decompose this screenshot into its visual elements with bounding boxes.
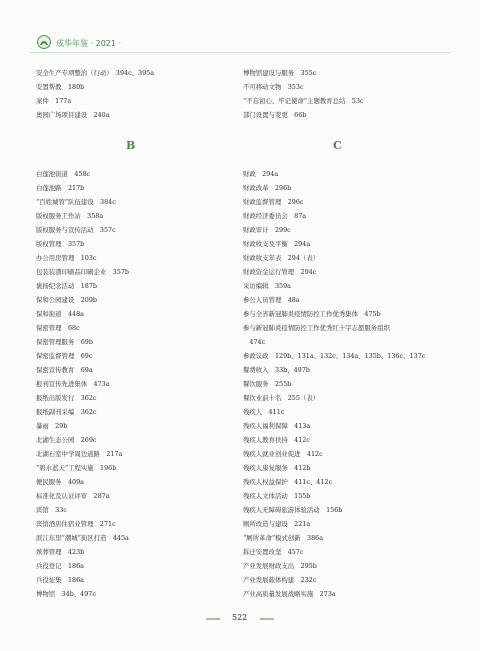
- list-item: 财政收支年表 294（表）: [243, 254, 320, 262]
- top-right-entries: [243, 66, 364, 122]
- list-item: 残疾人 411c: [243, 408, 285, 416]
- list-item: 保密管理 68c: [36, 324, 80, 332]
- header-title: 成华年鉴 · 2021 ·: [56, 39, 122, 48]
- list-item: 标准化及认证评审 287a: [36, 492, 110, 500]
- list-item: 残疾人无障碍旅游体验活动 156b: [243, 506, 343, 514]
- top-left-entries: [36, 66, 154, 122]
- list-item: 白莲池街道 458c: [36, 170, 91, 178]
- list-item: 餐饮服务 255b: [243, 380, 292, 388]
- list-item: 版权管理 357b: [36, 240, 85, 248]
- list-item: 保和公园建设 209b: [36, 296, 98, 304]
- page-footer: [0, 612, 480, 626]
- list-item: “碧水蓝天”工程实施 196b: [36, 464, 117, 472]
- list-item: “厕所革命”模式创新 386a: [243, 534, 324, 542]
- list-item: 产业发展财政支出 295b: [243, 562, 317, 570]
- list-item: 产业高质量发展战略实施 273a: [243, 590, 336, 598]
- list-item: 办公用房管理 103c: [36, 254, 97, 262]
- list-item: 兵役征集 186a: [36, 576, 84, 584]
- list-item: 财政经济委员会 87a: [243, 212, 307, 220]
- list-item: 报纸出版发行 362c: [36, 394, 97, 402]
- list-item: 474c: [243, 338, 266, 346]
- left-entries: [36, 167, 129, 601]
- list-item: 参与全省新冠肺炎疫情防控工作优秀集体 475b: [243, 310, 381, 318]
- list-item: 暴雨 29b: [36, 422, 68, 430]
- footer-ornament-right: [260, 618, 274, 620]
- list-item: 褒扬纪念活动 187b: [36, 282, 98, 290]
- list-item: 财政 294a: [243, 170, 279, 178]
- list-item: 餐饮业前十名 255（表）: [243, 394, 320, 402]
- list-item: 保密宣传教育 69a: [36, 366, 93, 374]
- page-header: [0, 0, 480, 56]
- list-item: 殡葬管理 423b: [36, 548, 85, 556]
- list-item: 报刊宣传先进集体 473a: [36, 380, 110, 388]
- list-item: 版权服务工作站 358a: [36, 212, 104, 220]
- right-entries: [243, 167, 425, 601]
- list-item: 残疾人福利保障 413a: [243, 422, 311, 430]
- list-item: 保和街道 448a: [36, 310, 84, 318]
- section-letter-c: C: [333, 139, 342, 152]
- list-item: 参政议政 129b、131a、132c、134a、135b、136c、137c: [243, 352, 426, 360]
- list-item: 安置帮教 180b: [36, 83, 85, 91]
- list-item: 博物馆建设与服务 355c: [243, 69, 317, 77]
- list-item: 博物馆 34b、497c: [36, 590, 96, 598]
- header-divider: [30, 52, 450, 53]
- list-item: 采访编辑 359a: [243, 282, 291, 290]
- list-item: 安全生产专项整治（行动） 394c、395a: [36, 69, 155, 77]
- list-item: 财政监督管理 296c: [243, 198, 304, 206]
- list-item: 残疾人权益保护 411c、412c: [243, 478, 333, 486]
- list-item: 包装装潢印刷品印刷企业 357b: [36, 268, 129, 276]
- list-item: 产业发展载体构建 232c: [243, 576, 317, 584]
- yearbook-logo-icon: [37, 35, 51, 49]
- list-item: 版权服务与宣传活动 357c: [36, 226, 116, 234]
- list-item: 财政审计 299c: [243, 226, 291, 234]
- list-item: 北湖生态公园 269c: [36, 436, 97, 444]
- list-item: 餐费收入 33b、497b: [243, 366, 310, 374]
- list-item: 不可移动文物 353c: [243, 83, 304, 91]
- list-item: 奥园广场项目建设 240a: [36, 111, 110, 119]
- list-item: 财政改革 296b: [243, 184, 292, 192]
- page-number: 522: [232, 613, 248, 622]
- list-item: 宾馆酒店住宿业管理 271c: [36, 520, 116, 528]
- list-item: 残疾人文体活动 155b: [243, 492, 311, 500]
- list-item: 北湖石室中学周边道路 217a: [36, 450, 123, 458]
- list-item: 参公人员管理 48a: [243, 296, 300, 304]
- list-item: 报纸副刊采编 362c: [36, 408, 97, 416]
- list-item: 保密管理服务 69b: [36, 338, 93, 346]
- section-letter-b: B: [126, 139, 136, 152]
- list-item: 宾馆 33c: [36, 506, 67, 514]
- list-item: “百姓城管”队伍建设 384c: [36, 198, 116, 206]
- list-item: 白莲池路 217b: [36, 184, 85, 192]
- list-item: 保密监督管理 69c: [36, 352, 93, 360]
- list-item: 兵役登记 186a: [36, 562, 84, 570]
- list-item: 残疾人教育扶持 412c: [243, 436, 310, 444]
- list-item: 案件 177a: [36, 97, 72, 105]
- list-item: 滨江东里“潮城”街区打造 445a: [36, 534, 129, 542]
- list-item: 便民服务 409a: [36, 478, 84, 486]
- list-item: 参与新冠肺炎疫情防控工作优秀红十字志愿服务组织: [243, 324, 390, 332]
- list-item: 财政资金运行管理 294c: [243, 268, 317, 276]
- list-item: “不忘初心、牢记使命”主题教育总结 53c: [243, 97, 364, 105]
- list-item: 厕所改造与建设 221a: [243, 520, 311, 528]
- list-item: 残疾人就业创业促进 412c: [243, 450, 323, 458]
- list-item: 部门设置与变更 66b: [243, 111, 307, 119]
- list-item: 财政收支及平衡 294a: [243, 240, 311, 248]
- footer-ornament-left: [206, 618, 220, 620]
- list-item: 残疾人康复服务 412b: [243, 464, 311, 472]
- list-item: 拆迁安置改坚 457c: [243, 548, 304, 556]
